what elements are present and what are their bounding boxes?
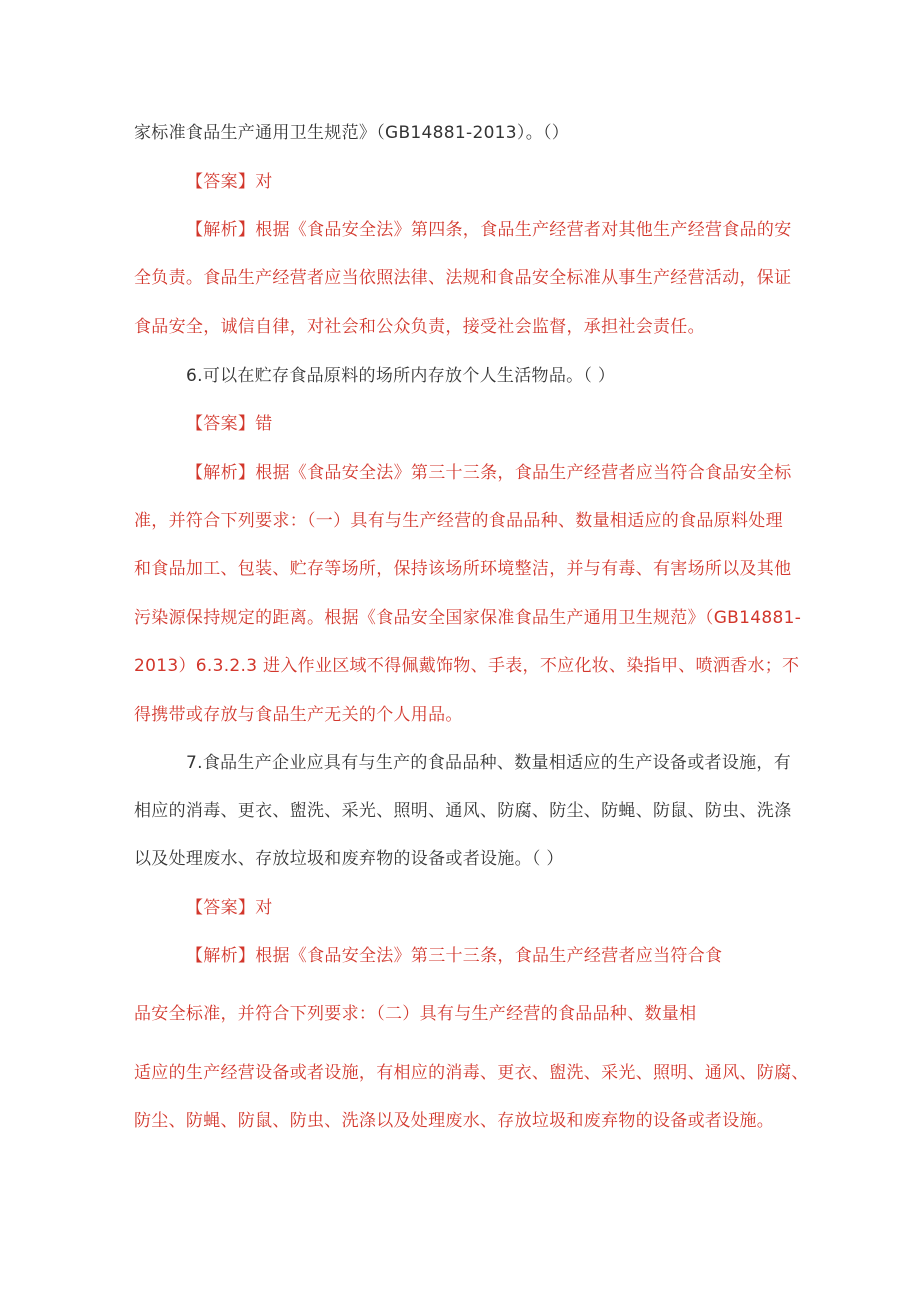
explanation-line: 2013）6.3.2.3 进入作业区域不得佩戴饰物、手表，不应化妆、染指甲、喷洒香水；不 (134, 656, 800, 676)
question-line: 以及处理废水、存放垃圾和废弃物的设备或者设施。（ ） (134, 849, 564, 869)
question-line: 6.可以在贮存食品原料的场所内存放个人生活物品。（ ） (186, 366, 616, 386)
explanation-line: 【解析】根据《食品安全法》第四条，食品生产经营者对其他生产经营食品的安 (186, 220, 792, 240)
question-line: 相应的消毒、更衣、盥洗、采光、照明、通风、防腐、防尘、防蝇、防鼠、防虫、洗涤 (134, 801, 792, 821)
answer-line: 【答案】错 (186, 414, 273, 434)
answer-line: 【答案】对 (186, 172, 273, 192)
explanation-line: 【解析】根据《食品安全法》第三十三条，食品生产经营者应当符合食品安全标 (186, 463, 792, 483)
explanation-line: 【解析】根据《食品安全法》第三十三条，食品生产经营者应当符合食 (186, 946, 723, 966)
explanation-line: 和食品加工、包装、贮存等场所，保持该场所环境整洁，并与有毒、有害场所以及其他 (134, 559, 792, 579)
explanation-line: 污染源保持规定的距离。根据《食品安全国家保准食品生产通用卫生规范》（GB14881- (134, 608, 802, 628)
explanation-line: 准，并符合下列要求：（一）具有与生产经营的食品品种、数量相适应的食品原料处理 (134, 511, 783, 531)
explanation-line: 适应的生产经营设备或者设施，有相应的消毒、更衣、盥洗、采光、照明、通风、防腐、 (134, 1063, 809, 1083)
explanation-line: 全负责。食品生产经营者应当依照法律、法规和食品安全标准从事生产经营活动，保证 (134, 268, 792, 288)
explanation-line: 食品安全，诚信自律，对社会和公众负责，接受社会监督，承担社会责任。 (134, 317, 705, 337)
answer-line: 【答案】对 (186, 898, 273, 918)
paragraph-line: 家标准食品生产通用卫生规范》（GB14881-2013）。（） (134, 123, 570, 143)
explanation-line: 品安全标准，并符合下列要求：（二）具有与生产经营的食品品种、数量相 (134, 1004, 697, 1024)
explanation-line: 得携带或存放与食品生产无关的个人用品。 (134, 705, 463, 725)
explanation-line: 防尘、防蝇、防鼠、防虫、洗涤以及处理废水、存放垃圾和废弃物的设备或者设施。 (134, 1111, 775, 1131)
question-line: 7.食品生产企业应具有与生产的食品品种、数量相适应的生产设备或者设施，有 (186, 753, 792, 773)
